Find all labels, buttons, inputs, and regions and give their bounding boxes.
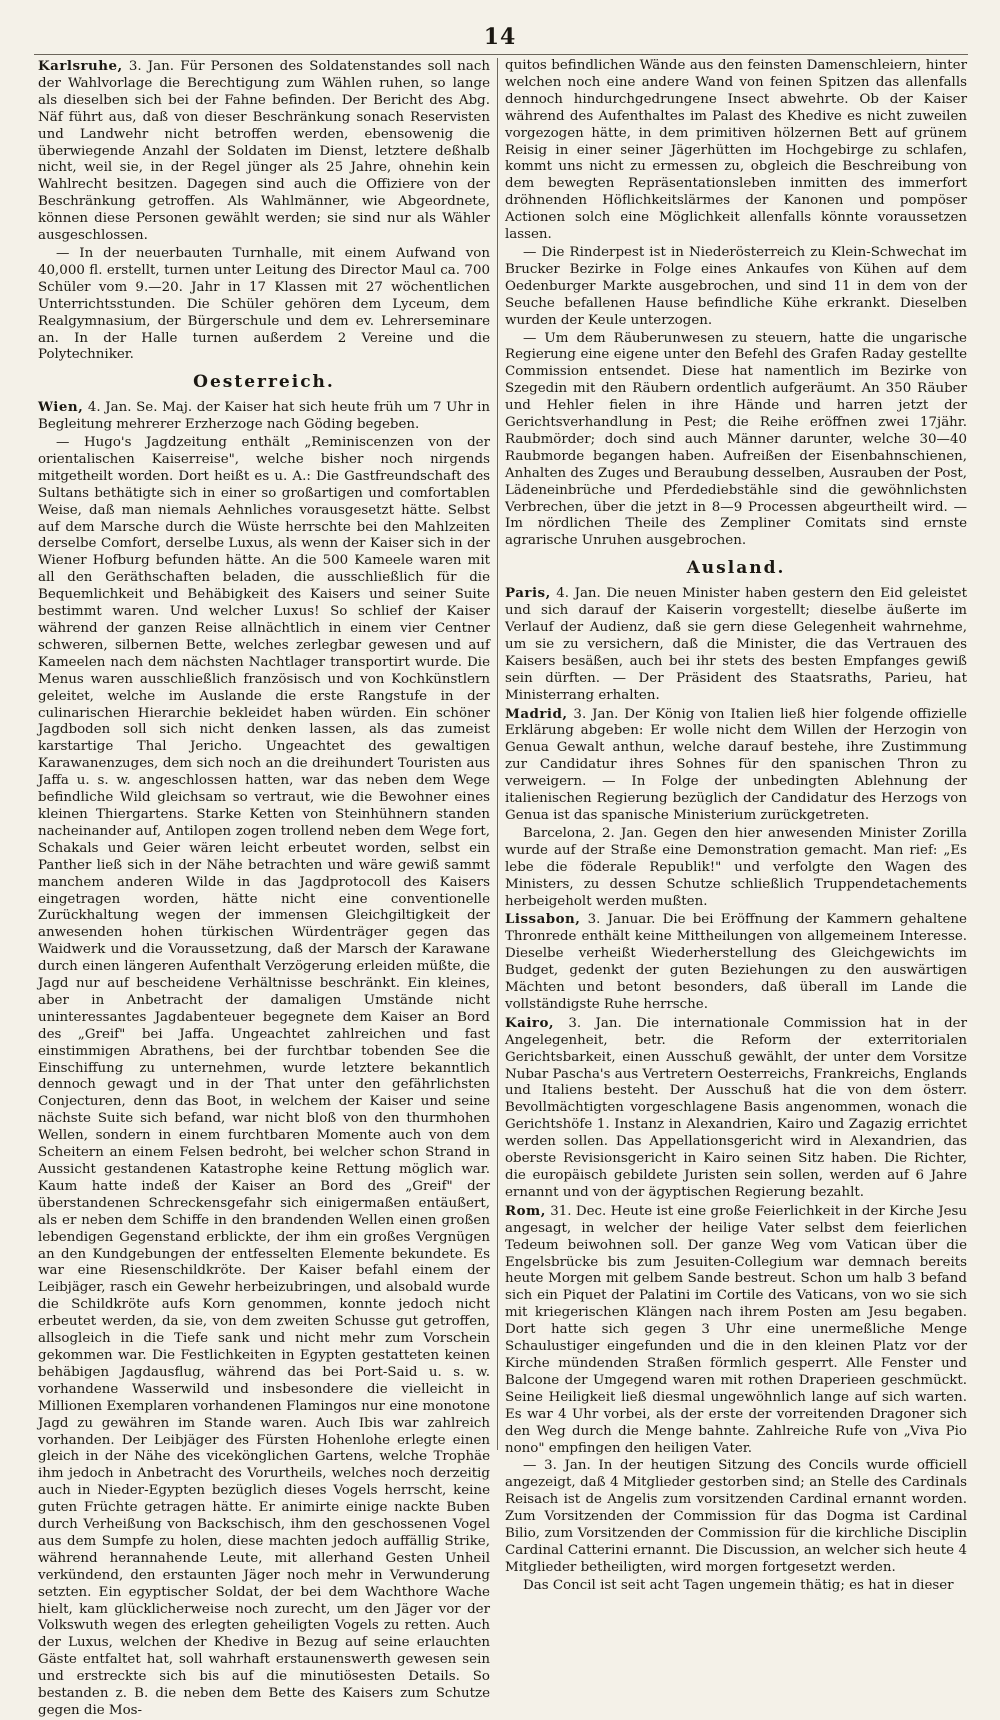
article-jagdzeitung: — Hugo's Jagdzeitung enthält „Reminiscenzen von der orientalischen Kaiserreise", welche bisher noch nirgends mitgetheilt worden. Dort heißt es u. A.: Die Gastfreundschaft des Sultans bethätigte sich in einer so großartigen und comfortablen Weise, daß man niemals Aehnliches vorausgesetzt hätte. Selbst auf dem Marsche durch die Wüste herrschte bei den Mahlzeiten derselbe Comfort, derselbe Luxus, als wenn der Kaiser sich in der Wiener Hofburg befunden hätte. An die 500 Kameele waren mit all den Geräthschaften beladen, die ausschließlich für die Bequemlichkeit und Behäbigkeit des Kaisers und seiner Suite bestimmt waren. Und welcher Luxus! So schlief der Kaiser während der ganzen Reise allnächtlich in einem vier Centner schweren, silbernen Bette, welches zerlegbar gewesen und auf Kameelen nach dem nächsten Nachtlager transportirt wurde. Die Menus waren ausschließlich französisch und von Kochkünstlern geleitet, welche im Auslande die erste Rangstufe in der culinarischen Hierarchie bekleidet haben würden. Ein schöner Jagdboden soll sich nicht denken lassen, als das zumeist karstartige Thal Jericho. Ungeachtet des gewaltigen Karawanenzuges, dem sich noch an die dreihundert Touristen aus Jaffa u. s. w. angeschlossen hatten, war das neben dem Wege befindliche Wild gleichsam so vertraut, wie die Bewohner eines kleinen Thiergartens. Starke Ketten von Steinhühnern standen nacheinander auf, Antilopen zogen trollend neben dem Wege fort, Schakals und Geier wären leicht erbeutet worden, selbst ein Panther ließ sich in der Nähe betrachten und wäre gewiß sammt manchem anderen Wilde in das Jagdprotocoll des Kaisers eingetragen worden, hätte nicht eine conventionelle Zurückhaltung wegen der immensen Gleichgiltigkeit der anwesenden hohen türkischen Würdenträger gegen das Waidwerk und die Voraussetzung, daß der Marsch der Karawane durch einen längeren Aufenthalt Verzögerung erleiden müßte, die Jagd nur auf bescheidene Verhältnisse beschränkt. Ein kleines, aber in Anbetracht der damaligen Umstände nicht uninteressantes Jagdabenteuer begegnete dem Kaiser an Bord des „Greif" bei Jaffa. Ungeachtet zahlreichen und fast einstimmigen Abrathens, bei der furchtbar tobenden See die Einschiffung zu unternehmen, wurde letztere bekanntlich dennoch gewagt und in der That unter den gefährlichsten Conjecturen, denn das Boot, in welchem der Kaiser und seine nächste Suite sich befand, war nicht bloß von den thurmhohen Wellen, sondern in einem furchtbaren Momente auch von dem Scheitern an einem Felsen bedroht, bei welcher schon Strand in Aussicht gestandenen Katastrophe keine Rettung möglich war. Kaum hatte indeß der Kaiser an Bord des „Greif" der überstandenen Schreckensgefahr sich einigermaßen entäußert, als er neben dem Schiffe in den brandenden Wellen einen großen lebendigen Gegenstand erblickte, der ihm ein großes Vergnügen an den Kundgebungen der entfesselten Elemente bekundete. Es war eine Riesenschildkröte. Der Kaiser befahl einem der Leibjäger, rasch ein Gewehr herbeizubringen, und alsobald wurde die Schildkröte aufs Korn genommen, konnte jedoch nicht erbeutet werden, da sie, von dem zweiten Schusse gut getroffen, allsogleich in die Tiefe sank und nicht mehr zum Vorschein gekommen war. Die Festlichkeiten in Egypten gestatteten keinen behäbigen Jagdausflug, während das bei Port-Said u. s. w. vorhandene Wasserwild und insbesondere die vielleicht in Millionen Exemplaren vorhandenen Flamingos nur eine monotone Jagd zu gewähren im Stande waren. Auch Ibis war zahlreich vorhanden. Der Leibjäger des Fürsten Hohenlohe erlegte einen gleich in der Nähe des vicekönglichen Gartens, welche Trophäe ihm jedoch in Anbetracht des Vorurtheils, welches noch derzeitig auch in Nieder-Egypten bezüglich dieses Vogels herrscht, keine guten Früchte getragen hätte. Er animirte einige nackte Buben durch Verheißung von Backschisch, ihm den geschossenen Vogel aus dem Sumpfe zu holen, diese machten jedoch auffällig Strike, während herannahende Leute, mit allerhand Gesten Unheil verkündend, den erstaunten Jäger noch mehr in Verwunderung setzten. Ein egyptischer Soldat, der bei dem Wachthore Wache hielt, kam glücklicherweise noch zurecht, um den Jäger vor der Volkswuth wegen des erlegten geheiligten Vogels zu retten. Auch der Luxus, welchen der Khedive in Bezug auf seine erlauchten Gäste entfaltet hat, soll wahrhaft erstaunenswerth gewesen sein und erstreckte sich bis auf die minutiösesten Details. So bestanden z. B. die neben dem Bette des Kaisers zum Schutze gegen die Mos- bbox=[38, 435, 490, 1718]
section-heading-ausland: Ausland. bbox=[686, 558, 786, 579]
column-divider bbox=[497, 58, 498, 1450]
article-wien bbox=[38, 399, 490, 434]
article-raeuberunwesen: — Um dem Räuberunwesen zu steuern, hatte die ungarische Regierung eine eigene unter den Befehl des Grafen Raday gestellte Commission entsendet. Diese hat namentlich im Bezirke von Szegedin mit den Räubern ordentlich aufgeräumt. An 350 Räuber und Hehler fielen in ihre Hände und harren jetzt der Gerichtsverhandlung in Pest; die Reihe eröffnen zwei 17jähr. Raubmörder; doch sind auch Männer darunter, welche 30—40 Raubmorde begangen haben. Aufreißen der Eisenbahnschienen, Anhalten des Zuges und Beraubung desselben, Ausrauben der Post, Lädeneinbrüche und Pferdediebstähle sind die gewöhnlichsten Verbrechen, über die jetzt in 8—9 Processen abgeurtheilt wird. — Im nördlichen Theile des Zempliner Comitats sind ernste agrarische Unruhen ausgebrochen. bbox=[505, 330, 967, 549]
article-concil: — 3. Jan. In der heutigen Sitzung des Concils wurde officiell angezeigt, daß 4 Mitglieder gestorben sind; an Stelle des Cardinals Reisach ist de Angelis zum vorsitzenden Cardinal ernannt worden. Zum Vorsitzenden der Commission für das Dogma ist Cardinal Bilio, zum Vorsitzenden der Commission für die kirchliche Disciplin Cardinal Catterini ernannt. Die Discussion, an welcher sich heute 4 Mitglieder betheiligten, wird morgen fortgesetzt werden. bbox=[505, 1458, 967, 1575]
article-rinderpest: — Die Rinderpest ist in Niederösterreich zu Klein-Schwechat im Brucker Bezirke in Folge eines Ankaufes von Kühen auf dem Oedenburger Markte ausgebrochen, und sind 11 in dem von der Seuche befallenen Hause befindliche Kühe erkrankt. Dieselben wurden der Keule unterzogen. bbox=[505, 244, 967, 328]
dateline-paris: Paris, bbox=[505, 585, 551, 602]
dateline-barcelona: Barcelona, bbox=[523, 825, 596, 841]
article-barcelona bbox=[505, 826, 967, 911]
section-heading-oesterreich: Oesterreich. bbox=[193, 372, 335, 393]
article-text: 3. Januar. Die bei Eröffnung der Kammern gehaltene Thronrede enthält keine Mittheilungen von allgemeinem Interesse. Dieselbe verheißt Wiederherstellung des Gleichgewichts im Budget, gedenkt der guten Beziehungen zu den auswärtigen Mächten und betont besonders, daß überall im Lande die vollständigste Ruhe herrsche. bbox=[505, 912, 967, 1012]
page-number: 14 bbox=[483, 24, 517, 50]
article-turnhalle: — In der neuerbauten Turnhalle, mit einem Aufwand von 40,000 fl. erstellt, turnen unter Leitung des Director Maul ca. 700 Schüler vom 9.—20. Jahr in 17 Klassen mit 27 wöchentlichen Unterrichtsstunden. Die Schüler gehören dem Lyceum, dem Realgymnasium, der Bürgerschule und dem ev. Lehrerseminare an. In der Halle turnen außerdem 2 Vereine und die Polytechniker. bbox=[38, 245, 490, 363]
article-text: 2. Jan. Gegen den hier anwesenden Minister Zorilla wurde auf der Straße eine Demonstration gemacht. Man rief: „Es lebe die föderale Republik!" und verfolgte den Wagen des Ministers, zu dessen Schutze schließlich Truppendetachements herbeigeholt werden mußten. bbox=[505, 825, 967, 909]
article-text: 31. Dec. Heute ist eine große Feierlichkeit in der Kirche Jesu angesagt, in welcher der heilige Vater selbst dem feierlichen Tedeum beiwohnen soll. Der ganze Weg vom Vatican über die Engelsbrücke bis zum Jesuiten-Collegium war demnach bereits heute Morgen mit gelbem Sande bestreut. Schon um halb 3 befand sich ein Piquet der Palatini im Cortile des Vaticans, von wo sie sich mit kriegerischen Klängen nach ihrem Posten am Jesu begaben. Dort hatte sich gegen 3 Uhr eine unermeßliche Menge Schaulustiger eingefunden und die in den kleinen Platz vor der Kirche mündenden Straßen förmlich gesperrt. Alle Fenster und Balcone der Umgegend waren mit rothen Draperieen geschmückt. Seine Heiligkeit ließ diesmal ungewöhnlich lange auf sich warten. Es war 4 Uhr vorbei, als der erste der vorreitenden Dragoner sich den Weg durch die Menge bahnte. Zahlreiche Rufe von „Viva Pio nono" empfingen den heiligen Vater. bbox=[505, 1203, 967, 1456]
article-madrid bbox=[505, 706, 967, 825]
article-text: 3. Jan. Die internationale Commission hat in der Angelegenheit, betr. die Reform der exterritorialen Gerichtsbarkeit, einen Ausschuß gewählt, der unter dem Vorsitze Nubar Pascha's aus Vertretern Oesterreichs, Frankreichs, Englands und Italiens besteht. Der Ausschuß hat die von dem österr. Bevollmächtigten vorgeschlagene Basis angenommen, wonach die Gerichtshöfe 1. Instanz in Alexandrien, Kairo und Zagazig errichtet werden sollen. Das Appellationsgericht wird in Alexandrien, das oberste Revisionsgericht in Kairo seinen Sitz haben. Die Richter, die europäisch gebildete Juristen sein sollen, werden auf 6 Jahre ernannt und von der ägyptischen Regierung bezahlt. bbox=[505, 1015, 967, 1200]
dateline-rom: Rom, bbox=[505, 1202, 546, 1219]
article-continuation: quitos befindlichen Wände aus den feinsten Damenschleiern, hinter welchen noch eine andere Wand von feinen Spitzen das allenfalls dennoch hindurchgedrungene Insect abwehrte. Ob der Kaiser während des Aufenthaltes im Palast des Khedive es nicht zuweilen vorgezogen hätte, in dem primitiven hölzernen Bett auf grünem Reisig in einer seiner Jägerhütten im Hochgebirge zu schlafen, kommt uns nicht zu ermessen zu, obgleich die Beschreibung von dem bewegten Repräsentationsleben inmitten des immerfort dröhnenden Höflichkeitslärmes der Kanonen und pompöser Actionen solch eine Möglichkeit allenfalls könnte voraussetzen lassen. bbox=[505, 58, 967, 243]
article-paris bbox=[505, 585, 967, 704]
article-concil-continuation: Das Concil ist seit acht Tagen ungemein thätig; es hat in dieser bbox=[523, 1577, 954, 1593]
article-kairo bbox=[505, 1015, 967, 1202]
right-column bbox=[505, 58, 967, 1593]
article-karlsruhe bbox=[38, 58, 490, 245]
article-text: 4. Jan. Die neuen Minister haben gestern den Eid geleistet und sich darauf der Kaiserin vorgestellt; dieselbe äußerte im Verlauf der Audienz, daß sie gern diese Gelegenheit wahrnehme, um sie zu versichern, daß die Minister, die das Vertrauen des Kaisers besäßen, auch bei ihr stets des besten Empfanges gewiß sein dürften. — Der Präsident des Staatsraths, Parieu, hat Ministerrang erhalten. bbox=[505, 586, 967, 703]
article-lissabon bbox=[505, 911, 967, 1013]
dateline-wien: Wien, bbox=[38, 399, 84, 416]
dateline-karlsruhe: Karlsruhe, bbox=[38, 58, 123, 74]
article-text: 3. Jan. Der König von Italien ließ hier folgende offizielle Erklärung abgeben: Er wolle nicht dem Willen der Herzogin von Genua Gewalt anthun, welche darauf bestehe, ihre Zustimmung zur Candidatur ihres Sohnes für den spanischen Thron zu verweigern. — In Folge der unbedingten Ablehnung der italienischen Regierung bezüglich der Candidatur des Herzogs von Genua ist das spanische Ministerium zurückgetreten. bbox=[505, 706, 967, 823]
article-text: 4. Jan. Se. Maj. der Kaiser hat sich heute früh um 7 Uhr in Begleitung mehrerer Erzherzoge nach Göding begeben. bbox=[38, 400, 490, 433]
dateline-lissabon: Lissabon, bbox=[505, 911, 581, 928]
article-rom bbox=[505, 1203, 967, 1458]
dateline-kairo: Kairo, bbox=[505, 1014, 555, 1031]
header-rule bbox=[34, 54, 968, 55]
article-text: 3. Jan. Für Personen des Soldatenstandes soll nach der Wahlvorlage die Berechtigung zum Wählen ruhen, so lange als dieselben sich bei der Fahne befinden. Der Bericht des Abg. Näf führt aus, daß von dieser Beschränkung sonach Reservisten und Landwehr nicht betroffen werden, ebensowenig die überwiegende Anzahl der Soldaten im Dienst, letztere deßhalb nicht, weil sie, in der Regel jünger als 25 Jahre, ohnehin kein Wahlrecht besitzen. Dagegen sind auch die Offiziere von der Beschränkung getroffen. Als Wahlmänner, wie Abgeordnete, können diese Personen gewählt werden; sie sind nur als Wähler ausgeschlossen. bbox=[38, 59, 490, 244]
left-column bbox=[38, 58, 490, 1718]
dateline-madrid: Madrid, bbox=[505, 705, 568, 722]
